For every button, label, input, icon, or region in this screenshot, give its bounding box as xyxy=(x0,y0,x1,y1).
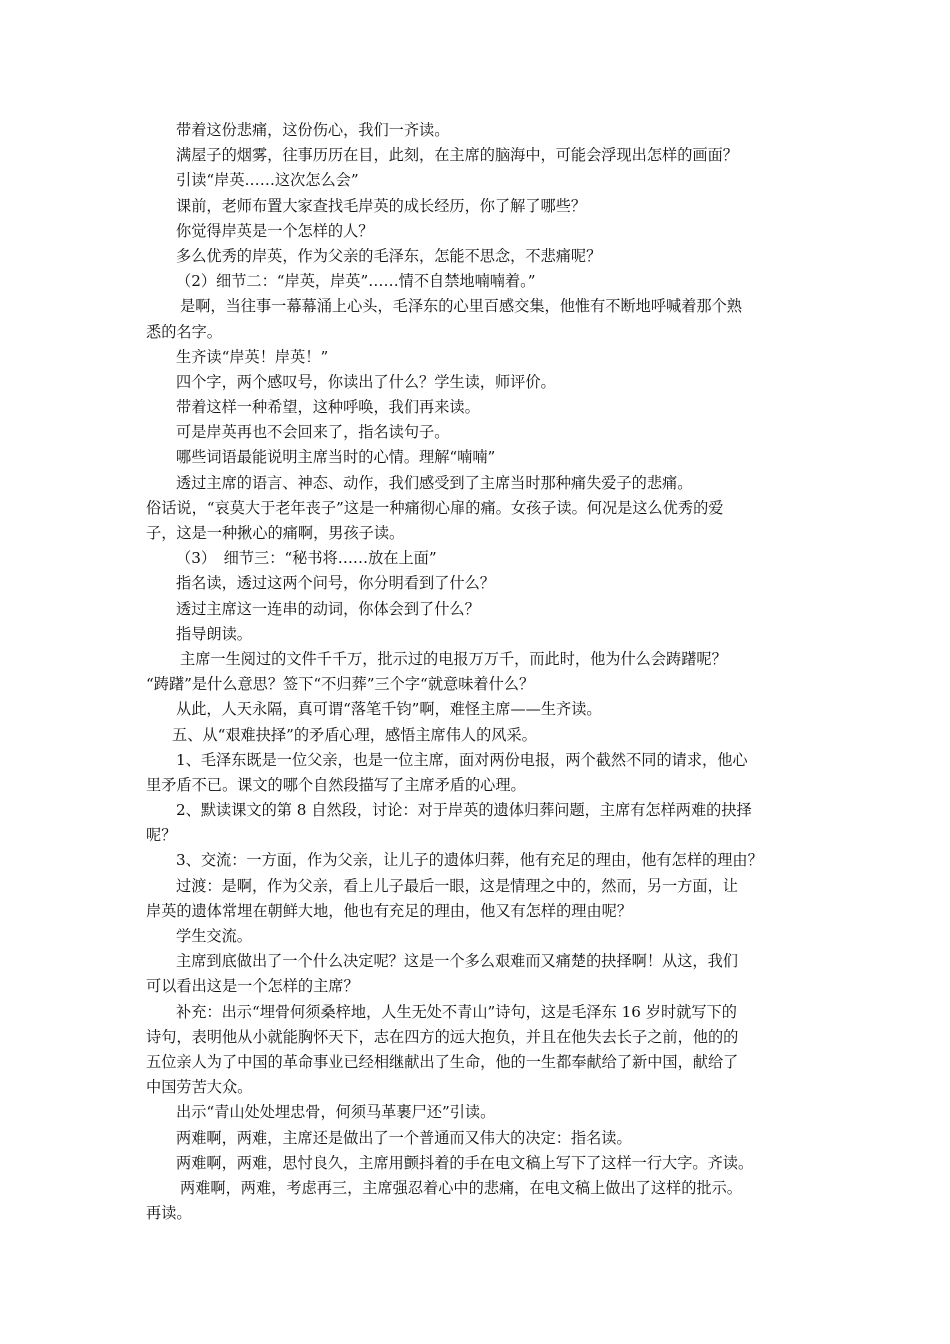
text-line: 指名读，透过这两个问号，你分明看到了什么？ xyxy=(176,574,495,593)
text-line: 两难啊，两难，考虑再三，主席强忍着心中的悲痛，在电文稿上做出了这样的批示。 xyxy=(180,1178,742,1197)
text-line: 出示“青山处处埋忠骨，何须马革裹尸还”引读。 xyxy=(176,1103,496,1122)
text-line: 主席到底做出了一个什么决定呢？这是一个多么艰难而又痛楚的抉择啊！从这，我们 xyxy=(176,952,738,971)
text-line: 悉的名字。 xyxy=(146,322,222,341)
text-line: 是啊，当往事一幕幕涌上心头，毛泽东的心里百感交集，他惟有不断地呼喊着那个熟 xyxy=(180,297,742,316)
text-line: 两难啊，两难，思忖良久，主席用颤抖着的手在电文稿上写下了这样一行大字。齐读。 xyxy=(176,1153,754,1172)
text-line: 哪些词语最能说明主席当时的心情。理解“喃喃” xyxy=(176,448,496,467)
text-line: 再读。 xyxy=(146,1204,192,1223)
text-line: 两难啊，两难，主席还是做出了一个普通而又伟大的决定：指名读。 xyxy=(176,1128,632,1147)
text-line: 五位亲人为了中国的革命事业已经相继献出了生命，他的一生都奉献给了新中国，献给了 xyxy=(146,1052,739,1071)
text-line: 四个字，两个感叹号，你读出了什么？学生读，师评价。 xyxy=(176,372,556,391)
text-line: 俗话说，“哀莫大于老年丧子”这是一种痛彻心扉的痛。女孩子读。何况是这么优秀的爱 xyxy=(146,498,724,517)
text-line: 里矛盾不已。课文的哪个自然段描写了主席矛盾的心理。 xyxy=(146,775,526,794)
text-line: （3） 细节三：“秘书将……放在上面” xyxy=(176,549,437,568)
text-line: 五、从“艰难抉择”的矛盾心理，感悟主席伟人的风采。 xyxy=(172,725,537,744)
text-line: 多么优秀的岸英，作为父亲的毛泽东，怎能不思念，不悲痛呢？ xyxy=(176,246,602,265)
text-line: 满屋子的烟雾，往事历历在目，此刻，在主席的脑海中，可能会浮现出怎样的画面？ xyxy=(176,146,738,165)
text-line: 过渡：是啊，作为父亲，看上儿子最后一眼，这是情理之中的，然而，另一方面，让 xyxy=(176,876,738,895)
text-line: 指导朗读。 xyxy=(176,624,252,643)
text-line: 课前，老师布置大家查找毛岸英的成长经历，你了解了哪些？ xyxy=(176,196,587,215)
text-line: 2、默读课文的第 8 自然段，讨论：对于岸英的遗体归葬问题，主席有怎样两难的抉择 xyxy=(176,801,752,820)
text-line: 中国劳苦大众。 xyxy=(146,1078,253,1097)
text-line: 引读“岸英……这次怎么会” xyxy=(176,171,359,190)
text-line: （2）细节二：“岸英，岸英”……情不自禁地喃喃着。” xyxy=(176,272,536,291)
text-line: 3、交流：一方面，作为父亲，让儿子的遗体归葬，他有充足的理由，他有怎样的理由？ xyxy=(176,851,763,870)
text-line: 透过主席这一连串的动词，你体会到了什么？ xyxy=(176,599,480,618)
text-line: 诗句，表明他从小就能胸怀天下，志在四方的远大抱负，并且在他失去长子之前，他的的 xyxy=(146,1027,739,1046)
text-line: 学生交流。 xyxy=(176,927,252,945)
text-line: “踌躇”是什么意思？签下“不归葬”三个字“就意味着什么？ xyxy=(146,675,535,694)
text-line: 透过主席的语言、神态、动作，我们感受到了主席当时那种痛失爱子的悲痛。 xyxy=(176,473,693,492)
text-line: 带着这样一种希望，这种呼唤，我们再来读。 xyxy=(176,398,480,417)
document-body xyxy=(146,118,814,1226)
text-line: 呢？ xyxy=(146,826,177,845)
text-line: 可是岸英再也不会回来了，指名读句子。 xyxy=(176,423,450,442)
text-line: 主席一生阅过的文件千千万，批示过的电报万万千，而此时，他为什么会踌躇呢？ xyxy=(180,649,727,668)
text-line: 带着这份悲痛，这份伤心，我们一齐读。 xyxy=(176,121,450,139)
text-line: 岸英的遗体常埋在朝鲜大地，他也有充足的理由，他又有怎样的理由呢？ xyxy=(146,901,632,920)
text-line: 你觉得岸英是一个怎样的人？ xyxy=(176,221,374,240)
text-line: 生齐读“岸英！岸英！” xyxy=(176,347,329,366)
text-line: 可以看出这是一个怎样的主席？ xyxy=(146,977,359,996)
text-line: 1、毛泽东既是一位父亲，也是一位主席，面对两份电报，两个截然不同的请求，他心 xyxy=(176,750,748,769)
text-line: 从此，人天永隔，真可谓“落笔千钧”啊，难怪主席——生齐读。 xyxy=(176,700,602,719)
text-line: 补充：出示“埋骨何须桑梓地，人生无处不青山”诗句，这是毛泽东 16 岁时就写下的 xyxy=(176,1002,737,1021)
text-line: 子，这是一种揪心的痛啊，男孩子读。 xyxy=(146,524,405,542)
